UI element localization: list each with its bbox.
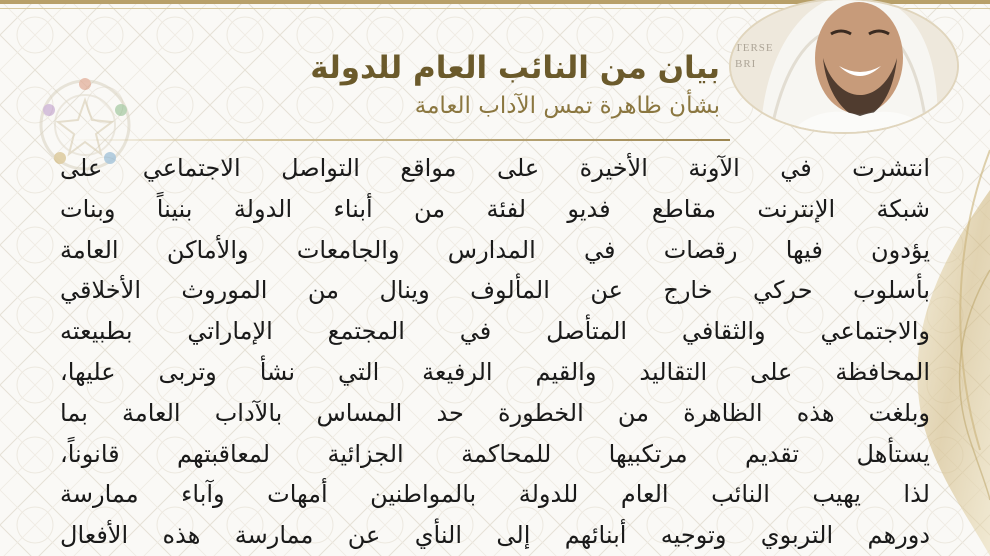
body-line: يؤدون فيها رقصات في المدارس والجامعات والأماكن العامة [60,235,930,264]
body-line: المحافظة على التقاليد والقيم الرفيعة التي نشأ وتربى عليها، [60,357,930,386]
body-line: وبلغت هذه الظاهرة من الخطورة حد المساس بالآداب العامة بما [60,398,930,427]
body-line: بأسلوب حركي خارج عن المألوف وينال من الموروث الأخلاقي [60,276,930,305]
title-divider [70,139,730,141]
statement-title: بيان من النائب العام للدولة [310,50,720,86]
body-line: انتشرت في الآونة الأخيرة على مواقع التواصل الاجتماعي على [60,154,930,182]
body-line: يستأهل تقديم مرتكبيها للمحاكمة الجزائية لمعاقبتهم قانوناً، [60,439,930,468]
body-line: والاجتماعي والثقافي المتأصل في المجتمع الإماراتي بطبيعته [60,317,930,346]
statement-subtitle: بشأن ظاهرة تمس الآداب العامة [414,93,720,119]
body-line: دورهم التربوي وتوجيه أبنائهم إلى النأي عن ممارسة هذه الأفعال [60,521,930,550]
body-line: شبكة الإنترنت مقاطع فديو لفئة من أبناء الدولة بنيناً وبنات [60,194,930,223]
statement-body [60,148,930,556]
body-line: لذا يهيب النائب العام للدولة بالمواطنين أمهات وآباء ممارسة [60,480,930,509]
portrait-photo [729,0,959,134]
statement-header [150,46,720,122]
portrait-watermark: TERSE BRI [735,42,774,70]
